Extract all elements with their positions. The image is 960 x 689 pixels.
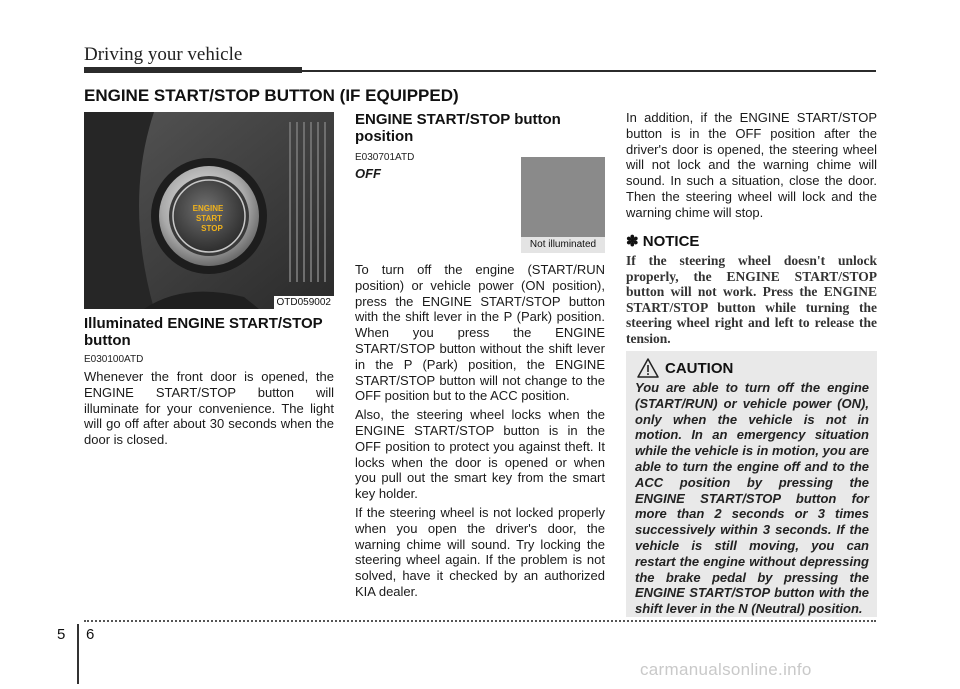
header-rule-thick <box>84 67 302 73</box>
section-code: E030100ATD <box>84 354 144 365</box>
illuminated-button-heading: Illuminated ENGINE START/STOP button <box>84 315 323 349</box>
section-code: E030701ATD <box>355 152 415 163</box>
watermark: carmanualsonline.info <box>640 660 812 679</box>
page-number: 6 <box>86 626 95 643</box>
page-number-divider <box>77 624 79 684</box>
start-stop-button-photo <box>84 112 334 309</box>
notice-heading: ✽ NOTICE <box>626 233 700 250</box>
footer-rule <box>84 620 876 622</box>
button-label-stop: STOP <box>201 224 223 233</box>
off-position-label: OFF <box>355 166 381 181</box>
button-label-start: START <box>195 214 223 223</box>
warning-triangle-icon <box>637 358 659 378</box>
not-illuminated-image <box>521 157 605 237</box>
section-number: 5 <box>57 626 66 643</box>
running-header: Driving your vehicle <box>84 44 243 65</box>
start-stop-button-illustration <box>84 112 334 309</box>
notice-body: If the steering wheel doesn't unlock properly, the ENGINE START/STOP button will not work. Press the ENGINE START/STOP button while turning the steering wheel right and left to release the tension. <box>626 253 877 346</box>
paragraph: If the steering wheel is not locked properly when you open the driver's door, the warning chime will sound. Try locking the steering wheel again. If the problem is not solved, have it checked by an authorized KIA dealer. <box>355 504 605 599</box>
not-illuminated-label: Not illuminated <box>521 237 605 253</box>
paragraph: To turn off the engine (START/RUN position) or vehicle power (ON position), press the ENGINE START/STOP button with the shift lever in the P (Park) position. When you press the ENGINE START/STOP button without the shift lever in the P (Park) position, the ENGINE START/STOP button will not change to the OFF position but to the ACC position. <box>355 262 605 404</box>
button-label-engine: ENGINE <box>192 204 224 213</box>
off-position-text <box>355 262 605 603</box>
illuminated-button-paragraph: Whenever the front door is opened, the ENGINE START/STOP button will illuminate for your convenience. The light will go off after about 30 seconds when the door is closed. <box>84 369 334 448</box>
paragraph: Also, the steering wheel locks when the ENGINE START/STOP button is in the OFF position to protect you against theft. It locks when the door is opened or when you pull out the smart key from the smart key holder. <box>355 407 605 502</box>
steering-lock-paragraph: In addition, if the ENGINE START/STOP button is in the OFF position after the driver's door is opened, the steering wheel will not lock and the warning chime will sound. In such a situation, close the door. Then the steering wheel will lock and the warning chime will stop. <box>626 110 877 220</box>
header-rule-thin <box>302 70 876 72</box>
caution-body: You are able to turn off the engine (START/RUN) or vehicle power (ON), only when the vehicle is not in motion. In an emergency situation while the vehicle is in motion, you are able to turn the engine off and to the ACC position by pressing the ENGINE START/STOP button for more than 2 seconds or 3 times successively within 3 seconds. If the vehicle is still moving, you can restart the engine without depressing the brake pedal by pressing the ENGINE START/STOP button with the shift lever in the N (Neutral) position. <box>635 380 869 617</box>
section-title: ENGINE START/STOP BUTTON (IF EQUIPPED) <box>84 86 459 105</box>
figure-code: OTD059002 <box>274 296 334 309</box>
button-position-heading: ENGINE START/STOP button position <box>355 111 561 145</box>
caution-title: CAUTION <box>665 360 734 377</box>
